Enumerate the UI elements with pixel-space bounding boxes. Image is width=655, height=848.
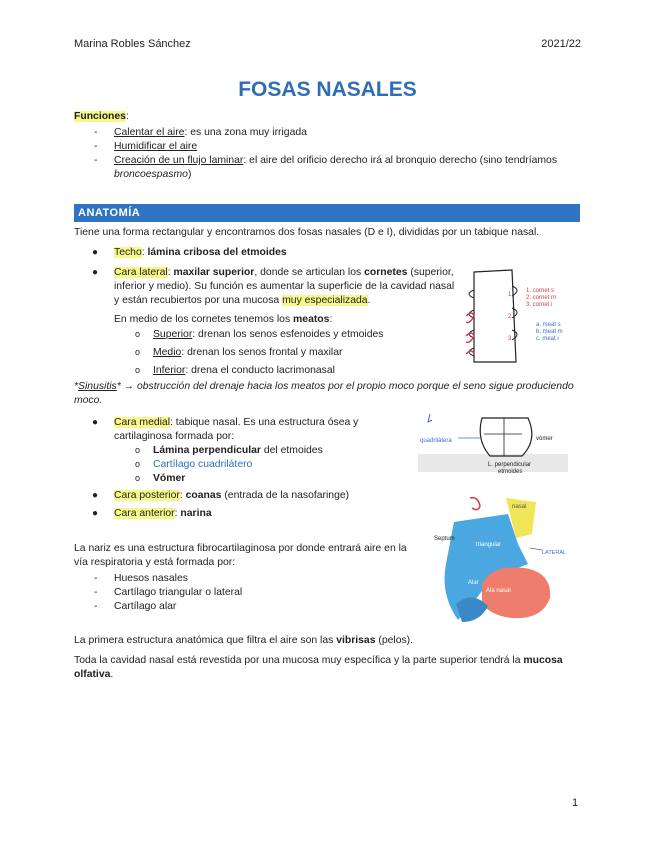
list-item: o Medio: drenan los senos frontal y maxilar [135,347,343,358]
author: Marina Robles Sánchez [74,38,191,50]
page-number: 1 [572,797,579,809]
funciones-list [114,126,584,182]
septum-figure [418,410,568,482]
svg-text:Alar: Alar [468,580,479,586]
funciones-heading: Funciones: [74,111,129,122]
svg-text:Ala nasal: Ala nasal [486,588,511,594]
cara-medial-item: ● Cara medial: tabique nasal. Es una estructura ósea y cartilaginosa formada por: [92,417,359,442]
cara-lateral-item: ● Cara lateral: maxilar superior, donde se articulan los cornetes (superior, inferior y medio). Su función es aumentar la superficie de la cavidad nasal y están recubiertos por una mucosa muy especializada. En medio de los cornetes tenemos los meatos: [92,267,455,325]
section-header: ANATOMÍA [74,204,580,222]
techo-item: ● Techo: lámina cribosa del etmoides [92,247,287,258]
meatos-list [135,328,384,378]
cara-posterior-item: ● Cara posterior: coanas (entrada de la nasofaringe) [92,490,350,501]
sinusitis-note: *Sinusitis* → obstrucción del drenaje hacia los meatos por el propio moco porque el seno sigue produciendo moco. [74,381,574,406]
nose-cartilage-figure [432,494,584,628]
list-item: o Inferior: drena el conducto lacrimonasal [135,365,335,376]
intro-paragraph: Tiene una forma rectangular y encontramos dos fosas nasales (D e I), divididas por un tabique nasal. [74,227,540,238]
list-item: - Cartílago alar [114,600,242,614]
nariz-paragraph: La nariz es una estructura fibrocartilaginosa por donde entrará aire en la vía respiratoria y está formada por: [74,543,407,568]
svg-text:Septum: Septum [434,536,455,542]
mucosa-paragraph: Toda la cavidad nasal está revestida por una mucosa muy específica y la parte superior tendrá la mucosa olfativa. [74,655,563,680]
year: 2021/22 [541,38,581,50]
svg-text:triangular: triangular [476,542,502,548]
svg-text:2. cornet m: 2. cornet m [526,295,557,301]
list-item: o Lámina perpendicular del etmoides [135,445,323,456]
svg-text:1. cornet s: 1. cornet s [526,288,555,294]
svg-text:L. perpendicular: L. perpendicular [488,462,532,468]
cara-medial-list [135,444,323,486]
svg-text:2: 2 [508,314,512,320]
svg-text:nasal: nasal [512,504,527,510]
list-item-cont: broncoespasmo) [114,169,192,180]
svg-text:quadrilàtera: quadrilàtera [420,438,452,444]
svg-text:etmoides: etmoides [498,469,523,475]
page-title: FOSAS NASALES [238,78,417,101]
svg-text:c. meat i: c. meat i [536,336,559,342]
svg-text:b. meat m: b. meat m [536,329,563,335]
lateral-wall-figure [460,266,586,366]
vibrisas-paragraph: La primera estructura anatómica que filtra el aire son las vibrisas (pelos). [74,635,414,646]
list-item: o Cartílago cuadrilátero [135,459,253,470]
svg-text:LATERAL: LATERAL [542,550,567,556]
cara-anterior-item: ● Cara anterior: narina [92,508,212,519]
list-item: - Huesos nasales [114,572,242,586]
list-item: - Creación de un flujo laminar: el aire del orificio derecho irá al bronquio derecho (sino tendríamos [114,154,584,168]
svg-text:3: 3 [508,336,512,342]
list-item: - Cartílago triangular o lateral [114,586,242,600]
list-item: o Superior: drenan los senos esfenoides y etmoides [135,329,384,340]
nariz-list [114,572,242,614]
svg-text:a. meat s: a. meat s [536,322,561,328]
svg-text:vòmer: vòmer [536,436,553,442]
list-item: - Humidificar el aire [114,140,584,154]
svg-text:3. cornet i: 3. cornet i [526,302,553,308]
list-item: o Vómer [135,473,186,484]
list-item: - Calentar el aire: es una zona muy irrigada [114,126,584,140]
svg-text:1: 1 [508,292,512,298]
